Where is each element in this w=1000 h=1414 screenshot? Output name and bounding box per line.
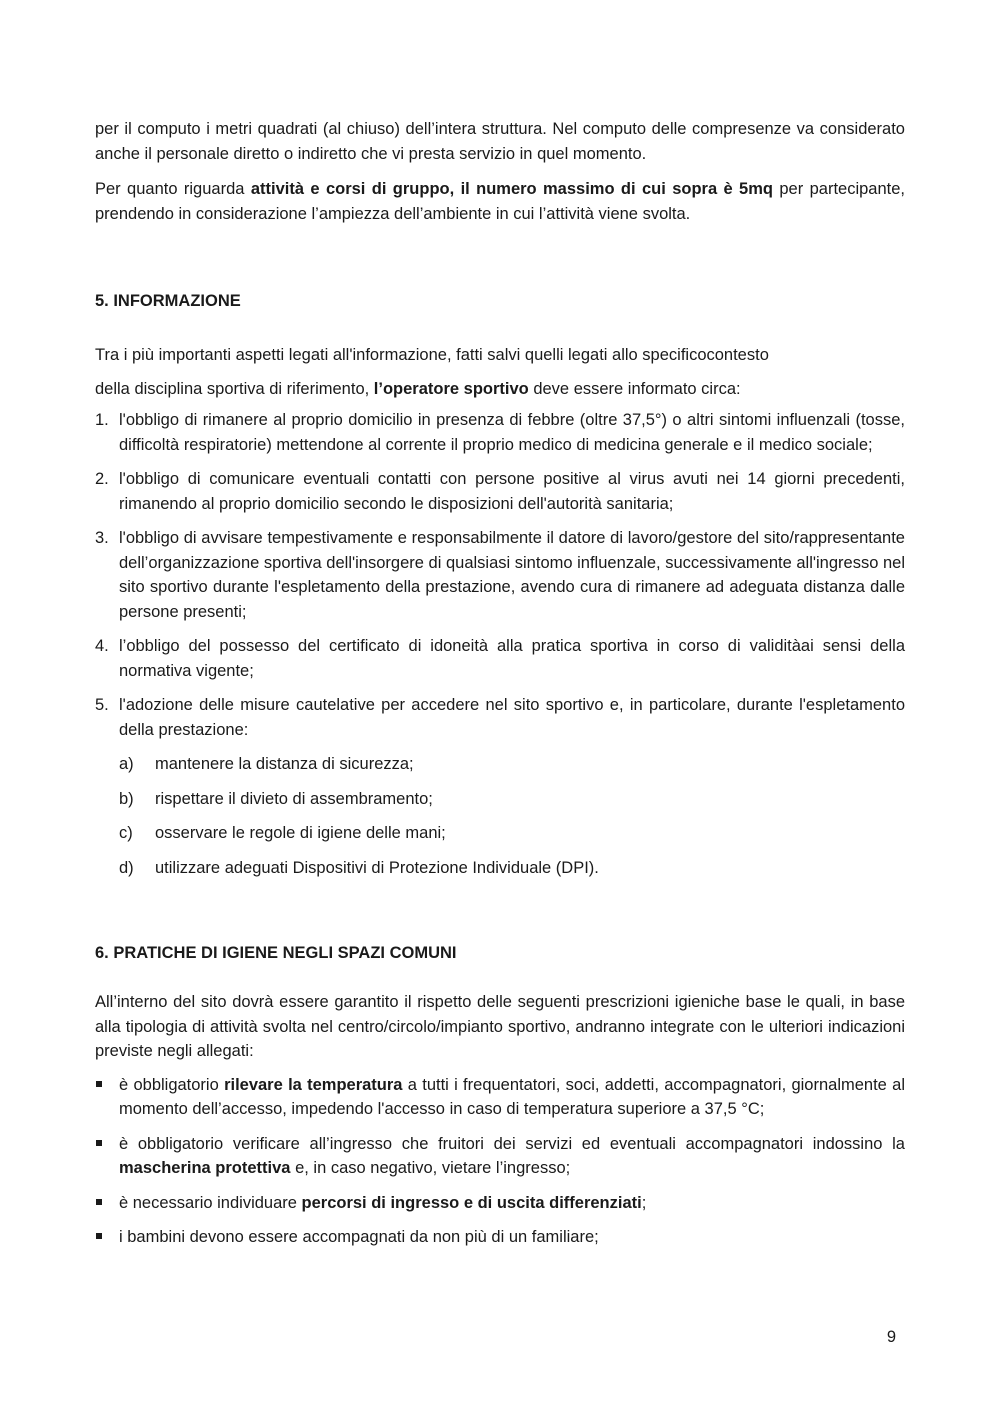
sublist-item: c) osservare le regole di igiene delle mani; — [119, 824, 446, 842]
sublist-item: d) utilizzare adeguati Dispositivi di Protezione Individuale (DPI). — [119, 858, 599, 877]
page-number: 9 — [886, 1328, 896, 1346]
bold-phrase: rilevare la temperatura — [224, 1075, 403, 1094]
paragraph-computo: per il computo i metri quadrati (al chiuso) dell’intera struttura. Nel computo delle compresenze va considerato anche il personale diretto o indiretto che vi presta servizio in quel momento. — [95, 120, 905, 163]
section6-intro: All’interno del sito dovrà essere garantito il rispetto delle seguenti prescrizioni igieniche base le quali, in base alla tipologia di attività svolta nel centro/circolo/impianto sportivo, andranno integrate con le ulteriori indicazioni previste negli allegati: — [95, 993, 905, 1060]
sublist-item: b) rispettare il divieto di assembramento; — [119, 789, 433, 808]
square-bullet-icon — [96, 1140, 102, 1146]
section-heading-informazione: 5. INFORMAZIONE — [95, 292, 241, 310]
bullet-list — [95, 1073, 905, 1250]
paragraph-attivita-gruppo: Per quanto riguarda attività e corsi di gruppo, il numero massimo di cui sopra è 5mq per partecipante, prendendo in considerazione l’ampiezza dell’ambiente in cui l’attività viene svolta. — [95, 180, 905, 223]
bold-phrase: percorsi di ingresso e di uscita differenziati — [301, 1193, 642, 1212]
bold-phrase: l’operatore sportivo — [373, 380, 529, 398]
square-bullet-icon — [96, 1233, 102, 1239]
document-page — [95, 117, 905, 1260]
sublist-item: a) mantenere la distanza di sicurezza; — [119, 755, 414, 773]
list-item: è necessario individuare percorsi di ingresso e di uscita differenziati; — [95, 1191, 905, 1216]
lettered-sublist — [119, 752, 905, 890]
list-item: 1. l'obbligo di rimanere al proprio domicilio in presenza di febbre (oltre 37,5°) o altri sintomi influenzali (tosse, difficoltà respiratorie) mettendone al corrente il proprio medico di medicina generale e il medico sociale; — [95, 411, 905, 454]
section5-intro-line1: Tra i più importanti aspetti legati all'informazione, fatti salvi quelli legati allo specificocontesto — [95, 346, 769, 364]
square-bullet-icon — [96, 1081, 102, 1087]
bold-phrase: mascherina protettiva — [119, 1159, 291, 1177]
list-item: 2. l'obbligo di comunicare eventuali contatti con persone positive al virus avuti nei 14 giorni precedenti, rimanendo al proprio domicilio secondo le disposizioni dell'autorità sanitaria; — [95, 470, 905, 513]
list-item: è obbligatorio rilevare la temperatura a tutti i frequentatori, soci, addetti, accompagnatori, giornalmente al momento dell’accesso, impedendo l'accesso in caso di temperatura superiore a 37,5 °C; — [95, 1073, 905, 1122]
section-heading-pratiche-igiene: 6. PRATICHE DI IGIENE NEGLI SPAZI COMUNI — [95, 944, 457, 962]
list-item: 4. l’obbligo del possesso del certificato di idoneità alla pratica sportiva in corso di validitàai sensi della normativa vigente; — [95, 637, 905, 680]
bold-phrase: attività e corsi di gruppo, il numero massimo di cui sopra è 5mq — [250, 180, 773, 198]
numbered-list — [95, 408, 905, 890]
list-item: 3. l'obbligo di avvisare tempestivamente e responsabilmente il datore di lavoro/gestore del sito/rappresentante dell’organizzazione sportiva dell'insorgere di qualsiasi sintomo influenzale, successivamente all'ingresso nel sito sportivo durante l'espletamento della prestazione, avendo cura di rimanere ad adeguata distanza dalle persone presenti; — [95, 529, 905, 621]
section5-intro-line2: della disciplina sportiva di riferimento, l’operatore sportivo deve essere informato circa: — [95, 380, 741, 398]
list-item: è obbligatorio verificare all’ingresso che fruitori dei servizi ed eventuali accompagnatori indossino la mascherina protettiva e, in caso negativo, vietare l’ingresso; — [95, 1132, 905, 1181]
list-item: i bambini devono essere accompagnati da non più di un familiare; — [95, 1225, 905, 1250]
square-bullet-icon — [96, 1199, 102, 1205]
list-item: 5. l'adozione delle misure cautelative per accedere nel sito sportivo e, in particolare, durante l'espletamento della prestazione: a) mantenere la distanza di sicurezza; b) rispettare il divieto di assembramento; c) osservare le regole di igiene delle mani; d) utilizzare adeguati Dispositivi di Protezione Individuale (DPI). — [95, 693, 905, 890]
